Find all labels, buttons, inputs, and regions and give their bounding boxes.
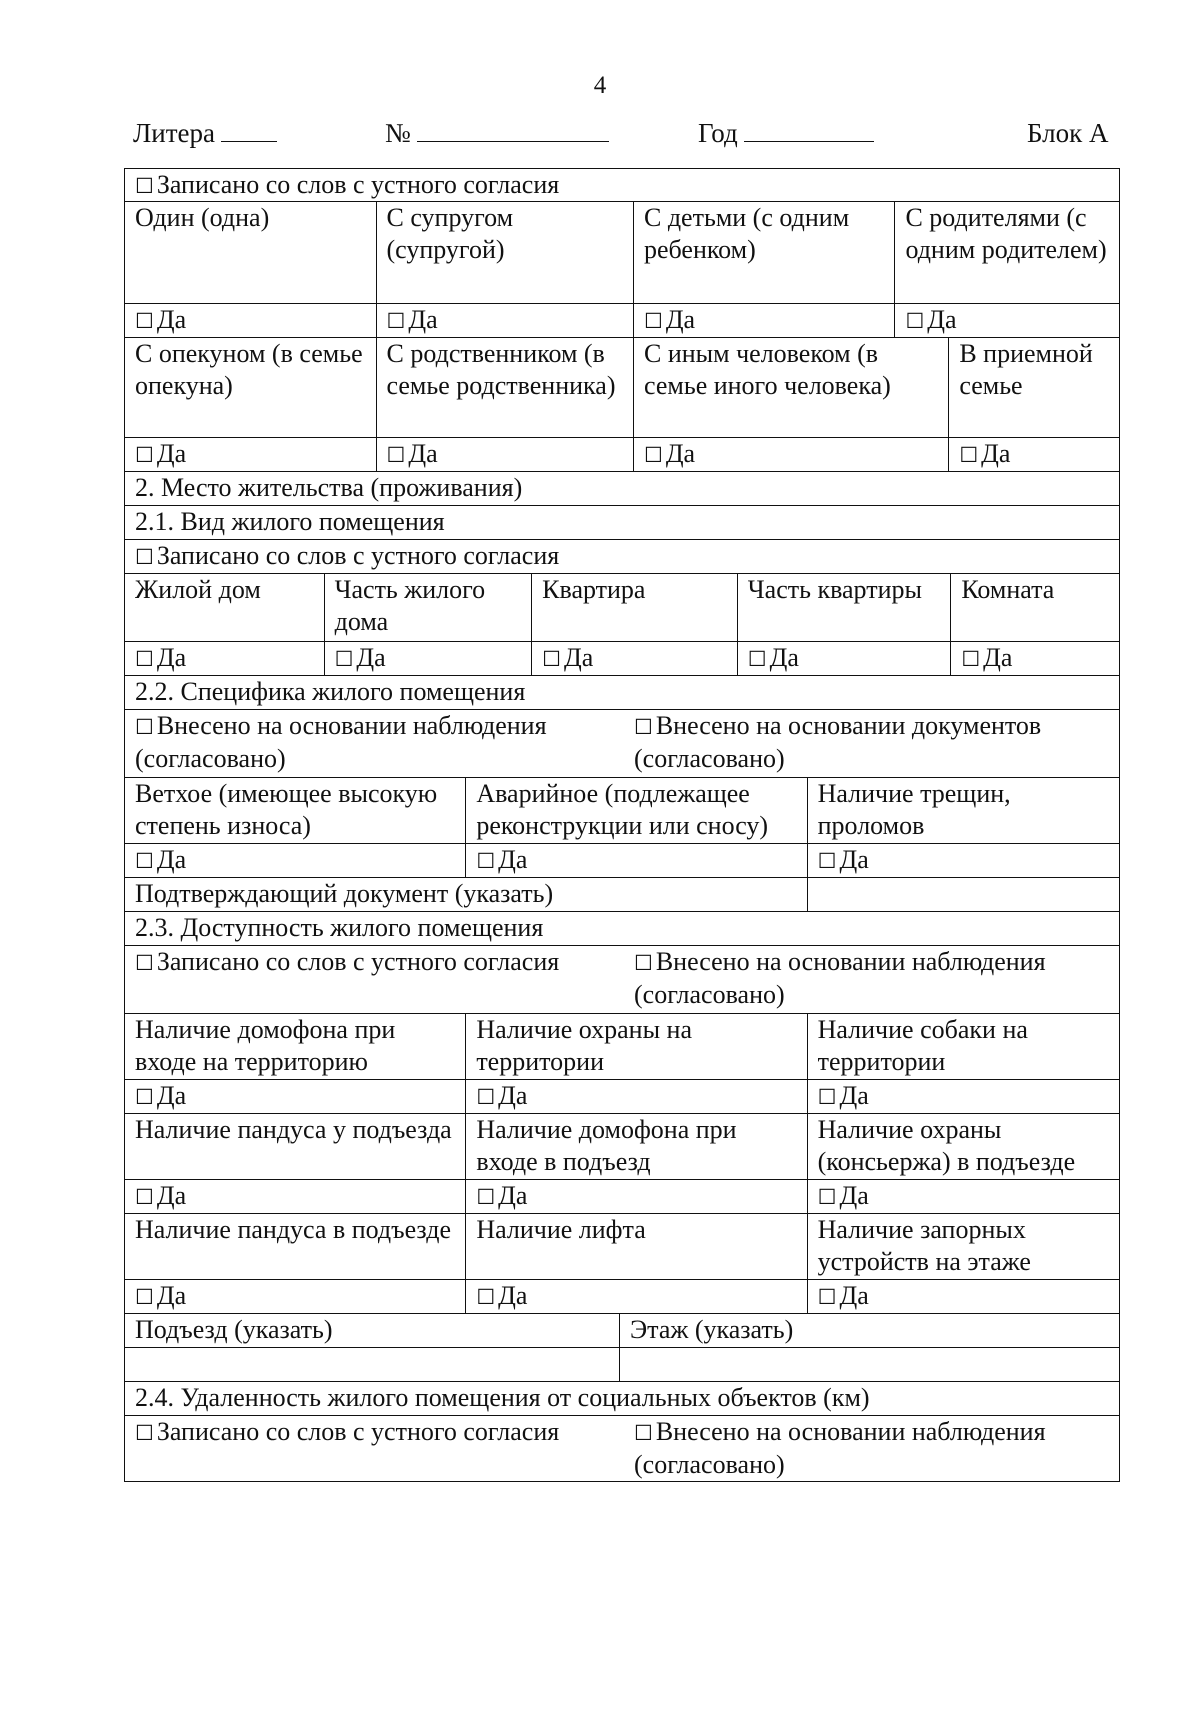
option-with-guardian: С опекуном (в семье опекуна)	[125, 338, 377, 437]
yes-checkbox[interactable]: ☐ Да	[817, 1181, 869, 1210]
page-number: 4	[593, 72, 607, 99]
section-2-2-title: 2.2. Специфика жилого помещения	[135, 677, 526, 706]
checkbox-icon: ☐	[135, 715, 154, 739]
option-locking-devices: Наличие запорных устройств на этаже	[817, 1215, 1031, 1276]
checkbox-icon: ☐	[817, 1185, 837, 1209]
section-2-title: 2. Место жительства (проживания)	[135, 473, 523, 502]
checkbox-icon: ☐	[817, 1285, 837, 1309]
checkbox-icon: ☐	[634, 951, 653, 975]
documents-checkbox[interactable]: ☐ Внесено на основании документов (согласовано)	[634, 711, 1042, 773]
yes-checkbox[interactable]: ☐ Да	[125, 1180, 466, 1213]
checkbox-icon: ☐	[476, 1085, 496, 1109]
option-with-other-person: С иным человеком (в семье иного человека)	[634, 338, 949, 437]
option-security-territory: Наличие охраны на территории	[466, 1014, 807, 1079]
checkbox-icon: ☐	[135, 1421, 154, 1445]
yes-checkbox[interactable]: ☐ Да	[817, 1281, 869, 1310]
litera-label: Литера	[133, 118, 216, 148]
floor-label: Этаж (указать)	[630, 1315, 794, 1344]
yes-checkbox[interactable]: ☐ Да	[125, 844, 466, 877]
option-foster-family: В приемной семье	[959, 339, 1093, 400]
yes-checkbox[interactable]: ☐ Да	[325, 642, 533, 675]
checkbox-icon: ☐	[135, 1285, 154, 1309]
option-with-children: С детьми (с одним ребенком)	[634, 202, 895, 303]
checkbox-icon: ☐	[961, 647, 981, 671]
checkbox-icon: ☐	[542, 647, 561, 671]
checkbox-icon: ☐	[817, 1085, 837, 1109]
yes-checkbox[interactable]: ☐ Да	[905, 305, 957, 334]
floor-input[interactable]	[620, 1348, 1119, 1381]
yes-checkbox[interactable]: ☐ Да	[377, 438, 634, 471]
yes-checkbox[interactable]: ☐ Да	[817, 1081, 869, 1110]
option-dog-territory: Наличие собаки на территории	[817, 1015, 1028, 1076]
option-intercom-territory: Наличие домофона при входе на территорию	[125, 1014, 466, 1079]
checkbox-icon: ☐	[817, 849, 837, 873]
observation-checkbox[interactable]: ☐ Внесено на основании наблюдения (согласовано)	[634, 1417, 1046, 1479]
option-intercom-entrance: Наличие домофона при входе в подъезд	[466, 1114, 807, 1179]
option-ramp-in-entrance: Наличие пандуса в подъезде	[125, 1214, 466, 1279]
checkbox-icon: ☐	[135, 443, 154, 467]
confirm-doc-input[interactable]	[808, 878, 1119, 911]
yes-checkbox[interactable]: ☐ Да	[125, 1280, 466, 1313]
checkbox-icon: ☐	[643, 443, 663, 467]
checkbox-icon: ☐	[135, 951, 154, 975]
oral-consent-checkbox[interactable]: ☐ Записано со слов с устного согласия	[135, 541, 560, 570]
yes-checkbox[interactable]: ☐ Да	[125, 642, 325, 675]
checkbox-icon: ☐	[643, 309, 663, 333]
section-2-4-title: 2.4. Удаленность жилого помещения от социальных объектов (км)	[135, 1383, 870, 1412]
checkbox-icon: ☐	[135, 849, 154, 873]
option-house: Жилой дом	[125, 574, 325, 641]
checkbox-icon: ☐	[905, 309, 925, 333]
oral-consent-checkbox[interactable]: ☐ Записано со слов с устного согласия	[135, 947, 560, 976]
yes-checkbox[interactable]: ☐ Да	[125, 1080, 466, 1113]
yes-checkbox[interactable]: ☐ Да	[634, 304, 895, 337]
checkbox-icon: ☐	[135, 1085, 154, 1109]
option-apartment: Квартира	[532, 574, 738, 641]
checkbox-icon: ☐	[334, 647, 354, 671]
checkbox-icon: ☐	[747, 647, 767, 671]
number-field[interactable]	[385, 118, 609, 149]
option-with-relative: С родственником (в семье родственника)	[377, 338, 634, 437]
option-ramp-entrance: Наличие пандуса у подъезда	[125, 1114, 466, 1179]
option-dilapidated: Ветхое (имеющее высокую степень износа)	[125, 778, 466, 843]
section-2-1-title: 2.1. Вид жилого помещения	[135, 507, 445, 536]
option-with-spouse: С супругом (супругой)	[377, 202, 634, 303]
yes-checkbox[interactable]: ☐ Да	[634, 438, 949, 471]
number-label: №	[385, 118, 411, 148]
oral-consent-checkbox[interactable]: ☐ Записано со слов с устного согласия	[135, 170, 560, 199]
option-emergency: Аварийное (подлежащее реконструкции или сносу)	[466, 778, 807, 843]
checkbox-icon: ☐	[386, 309, 406, 333]
option-part-of-apartment: Часть квартиры	[738, 574, 952, 641]
litera-field[interactable]	[133, 118, 277, 149]
checkbox-icon: ☐	[634, 715, 653, 739]
checkbox-icon: ☐	[135, 1185, 154, 1209]
checkbox-icon: ☐	[135, 174, 154, 198]
year-label: Год	[698, 118, 738, 148]
form-table	[124, 168, 1120, 1482]
observation-checkbox[interactable]: ☐ Внесено на основании наблюдения (согласовано)	[634, 947, 1046, 1009]
checkbox-icon: ☐	[959, 443, 979, 467]
checkbox-icon: ☐	[634, 1421, 653, 1445]
checkbox-icon: ☐	[135, 309, 154, 333]
yes-checkbox[interactable]: ☐ Да	[377, 304, 634, 337]
yes-checkbox[interactable]: ☐ Да	[959, 439, 1011, 468]
option-with-parents: С родителями (с одним родителем)	[905, 203, 1107, 264]
option-cracks: Наличие трещин, проломов	[817, 779, 1011, 840]
block-label: Блок А	[1027, 118, 1109, 148]
entrance-label: Подъезд (указать)	[125, 1314, 620, 1347]
option-concierge: Наличие охраны (консьержа) в подъезде	[817, 1115, 1076, 1176]
year-field[interactable]	[698, 118, 874, 149]
checkbox-icon: ☐	[386, 443, 406, 467]
yes-checkbox[interactable]: ☐ Да	[961, 643, 1013, 672]
yes-checkbox[interactable]: ☐ Да	[532, 642, 738, 675]
yes-checkbox[interactable]: ☐ Да	[466, 844, 807, 877]
option-room: Комната	[961, 575, 1055, 604]
checkbox-icon: ☐	[476, 1285, 496, 1309]
yes-checkbox[interactable]: ☐ Да	[466, 1280, 807, 1313]
option-elevator: Наличие лифта	[466, 1214, 807, 1279]
yes-checkbox[interactable]: ☐ Да	[125, 438, 377, 471]
checkbox-icon: ☐	[135, 545, 154, 569]
yes-checkbox[interactable]: ☐ Да	[817, 845, 869, 874]
option-alone: Один (одна)	[125, 202, 377, 303]
section-2-3-title: 2.3. Доступность жилого помещения	[135, 913, 544, 942]
yes-checkbox[interactable]: ☐ Да	[466, 1080, 807, 1113]
yes-checkbox[interactable]: ☐ Да	[738, 642, 952, 675]
yes-checkbox[interactable]: ☐ Да	[466, 1180, 807, 1213]
oral-consent-checkbox[interactable]: ☐ Записано со слов с устного согласия	[135, 1417, 560, 1446]
checkbox-icon: ☐	[476, 849, 496, 873]
checkbox-icon: ☐	[135, 647, 154, 671]
observation-checkbox[interactable]: ☐ Внесено на основании наблюдения (согласовано)	[135, 711, 547, 773]
option-part-of-house: Часть жилого дома	[325, 574, 533, 641]
yes-checkbox[interactable]: ☐ Да	[125, 304, 377, 337]
checkbox-icon: ☐	[476, 1185, 496, 1209]
confirm-doc-label: Подтверждающий документ (указать)	[125, 878, 808, 911]
entrance-input[interactable]	[125, 1348, 620, 1381]
